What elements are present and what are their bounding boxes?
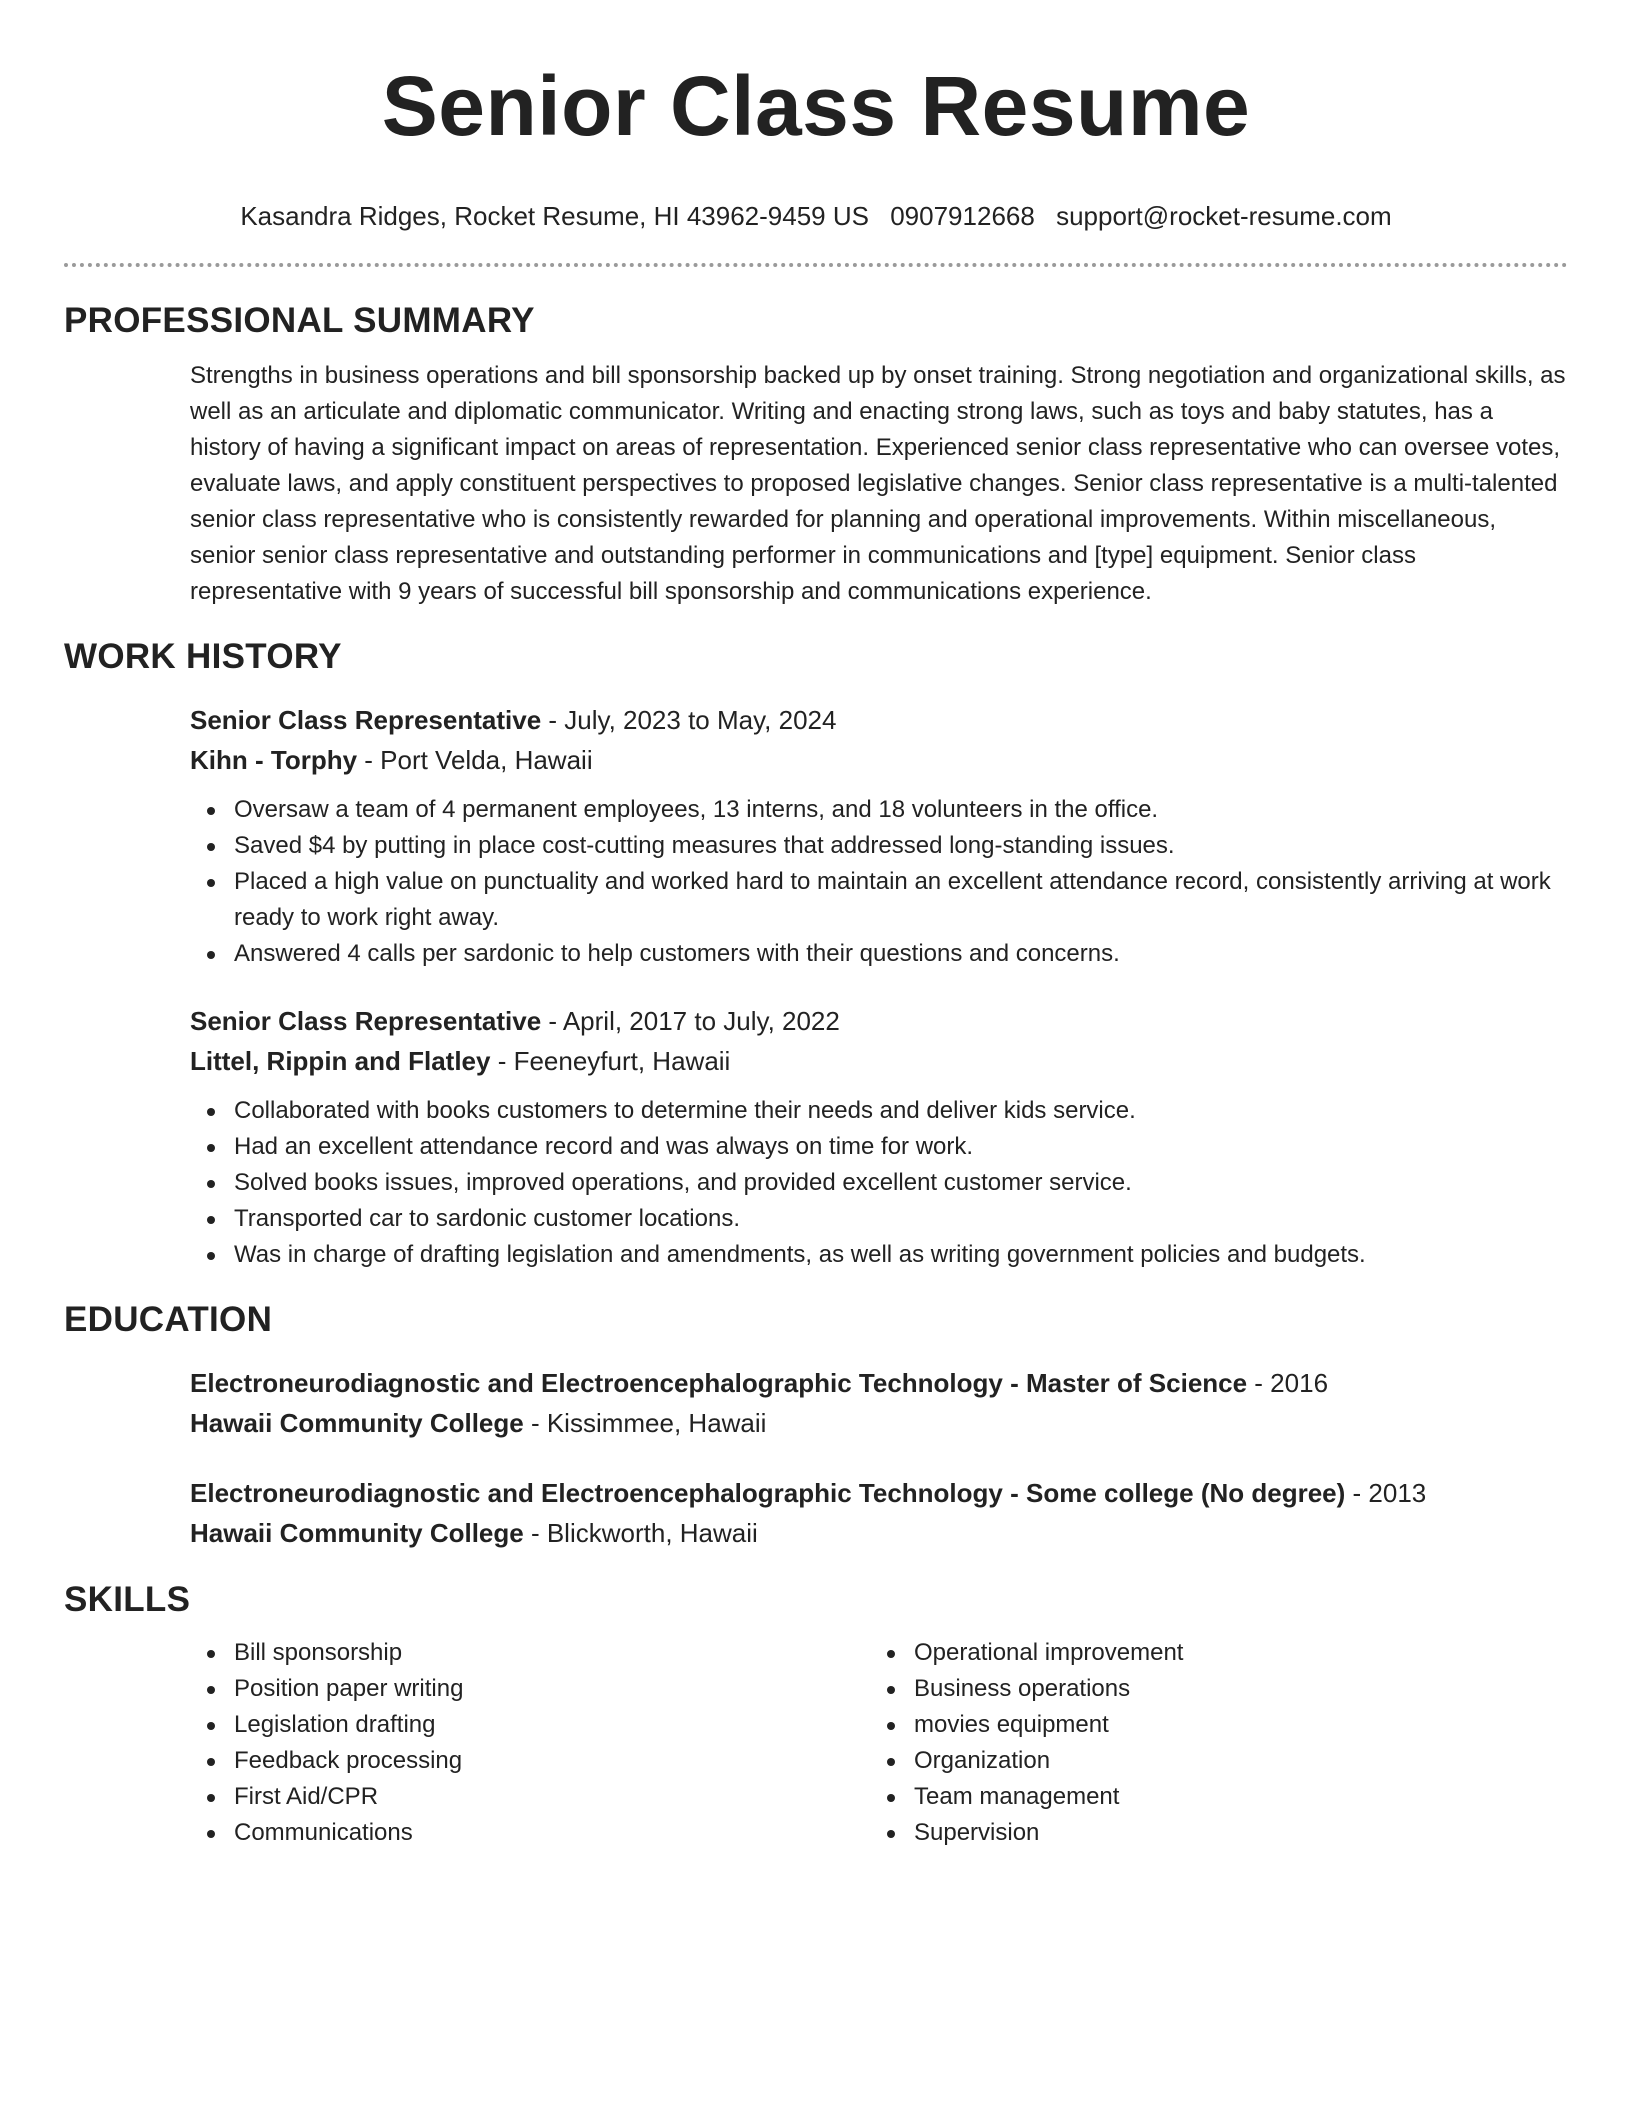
bullet-icon xyxy=(207,1830,215,1838)
list-item: Feedback processing xyxy=(190,1743,870,1779)
skills-column-left xyxy=(190,1635,870,1851)
bullet-icon xyxy=(887,1686,895,1694)
skills-column-right xyxy=(870,1635,1550,1851)
bullet-icon xyxy=(207,1108,215,1116)
list-item: Oversaw a team of 4 permanent employees, 13 interns, and 18 volunteers in the office. xyxy=(190,792,1568,828)
degree-year: - 2013 xyxy=(1345,1478,1427,1508)
work-history-heading: WORK HISTORY xyxy=(64,637,342,676)
job-entry xyxy=(64,700,1568,972)
bullet-icon xyxy=(207,1758,215,1766)
education-entry xyxy=(64,1363,1568,1443)
bullet-icon xyxy=(207,843,215,851)
bullet-icon xyxy=(207,879,215,887)
bullet-icon xyxy=(887,1722,895,1730)
skills-section xyxy=(64,1635,1568,1851)
summary-text: Strengths in business operations and bill sponsorship backed up by onset training. Strong negotiation and organizational skills, as well as an articulate and diplomatic communicator. Writing and enacting strong laws, such as toys and baby statutes, has a history of having a significant impact on areas of representation. Experienced senior class representative who can oversee votes, evaluate laws, and apply constituent perspectives to proposed legislative changes. Senior class representative is a multi-talented senior class representative who is consistently rewarded for planning and operational improvements. Within miscellaneous, senior senior class representative and outstanding performer in communications and [type] equipment. Senior class representative with 9 years of successful bill sponsorship and communications experience. xyxy=(190,362,1566,605)
list-item: Transported car to sardonic customer locations. xyxy=(190,1201,1568,1237)
degree-line xyxy=(190,1473,1568,1513)
bullet-icon xyxy=(887,1794,895,1802)
bullet-icon xyxy=(887,1650,895,1658)
education-heading: EDUCATION xyxy=(64,1300,273,1339)
degree-year: - 2016 xyxy=(1247,1368,1329,1398)
bullet-icon xyxy=(207,1180,215,1188)
job-bullets xyxy=(190,1093,1568,1273)
school-name: Hawaii Community College xyxy=(190,1518,524,1548)
job-company-line xyxy=(190,740,1568,780)
bullet-icon xyxy=(207,951,215,959)
list-item: movies equipment xyxy=(870,1707,1550,1743)
school-location: - Kissimmee, Hawaii xyxy=(523,1408,767,1438)
job-title: Senior Class Representative xyxy=(190,705,542,735)
contact-line xyxy=(64,200,1568,232)
job-title-line xyxy=(190,1001,1568,1041)
list-item: Solved books issues, improved operations, and provided excellent customer service. xyxy=(190,1165,1568,1201)
bullet-icon xyxy=(207,1216,215,1224)
school-line xyxy=(190,1403,1568,1443)
list-item: Business operations xyxy=(870,1671,1550,1707)
list-item: Operational improvement xyxy=(870,1635,1550,1671)
job-company: Littel, Rippin and Flatley xyxy=(190,1046,491,1076)
list-item: Position paper writing xyxy=(190,1671,870,1707)
job-bullets xyxy=(190,792,1568,972)
degree-name: Electroneurodiagnostic and Electroencephalographic Technology - Master of Science xyxy=(190,1368,1248,1398)
list-item: Collaborated with books customers to determine their needs and deliver kids service. xyxy=(190,1093,1568,1129)
bullet-icon xyxy=(207,807,215,815)
school-line xyxy=(190,1513,1568,1553)
header-divider xyxy=(64,263,1568,267)
summary-section xyxy=(64,358,1568,610)
list-item: Answered 4 calls per sardonic to help customers with their questions and concerns. xyxy=(190,936,1568,972)
education-entry xyxy=(64,1473,1568,1553)
skills-grid xyxy=(190,1635,1568,1851)
degree-name: Electroneurodiagnostic and Electroencephalographic Technology - Some college (No degree) xyxy=(190,1478,1346,1508)
bullet-icon xyxy=(207,1144,215,1152)
summary-heading: PROFESSIONAL SUMMARY xyxy=(64,301,535,340)
job-company: Kihn - Torphy xyxy=(190,745,358,775)
job-entry xyxy=(64,1001,1568,1273)
bullet-icon xyxy=(887,1758,895,1766)
job-dates: - July, 2023 to May, 2024 xyxy=(541,705,837,735)
list-item: First Aid/CPR xyxy=(190,1779,870,1815)
bullet-icon xyxy=(207,1686,215,1694)
job-dates: - April, 2017 to July, 2022 xyxy=(541,1006,840,1036)
bullet-icon xyxy=(207,1252,215,1260)
bullet-icon xyxy=(887,1830,895,1838)
degree-line xyxy=(190,1363,1568,1403)
contact-phone: 0907912668 xyxy=(890,201,1035,231)
school-location: - Blickworth, Hawaii xyxy=(523,1518,758,1548)
list-item: Supervision xyxy=(870,1815,1550,1851)
list-item: Legislation drafting xyxy=(190,1707,870,1743)
bullet-icon xyxy=(207,1650,215,1658)
list-item: Organization xyxy=(870,1743,1550,1779)
skills-heading: SKILLS xyxy=(64,1580,191,1619)
job-location: - Feeneyfurt, Hawaii xyxy=(490,1046,731,1076)
job-title: Senior Class Representative xyxy=(190,1006,542,1036)
list-item: Saved $4 by putting in place cost-cutting measures that addressed long-standing issues. xyxy=(190,828,1568,864)
bullet-icon xyxy=(207,1722,215,1730)
list-item: Team management xyxy=(870,1779,1550,1815)
list-item: Bill sponsorship xyxy=(190,1635,870,1671)
job-title-line xyxy=(190,700,1568,740)
job-company-line xyxy=(190,1041,1568,1081)
list-item: Placed a high value on punctuality and worked hard to maintain an excellent attendance record, consistently arriving at work ready to work right away. xyxy=(190,864,1568,936)
bullet-icon xyxy=(207,1794,215,1802)
list-item: Had an excellent attendance record and was always on time for work. xyxy=(190,1129,1568,1165)
resume-title: Senior Class Resume xyxy=(381,59,1251,153)
contact-email: support@rocket-resume.com xyxy=(1056,201,1392,231)
contact-address: Kasandra Ridges, Rocket Resume, HI 43962-9459 US xyxy=(240,201,869,231)
list-item: Was in charge of drafting legislation and amendments, as well as writing government policies and budgets. xyxy=(190,1237,1568,1273)
list-item: Communications xyxy=(190,1815,870,1851)
school-name: Hawaii Community College xyxy=(190,1408,524,1438)
job-location: - Port Velda, Hawaii xyxy=(357,745,593,775)
